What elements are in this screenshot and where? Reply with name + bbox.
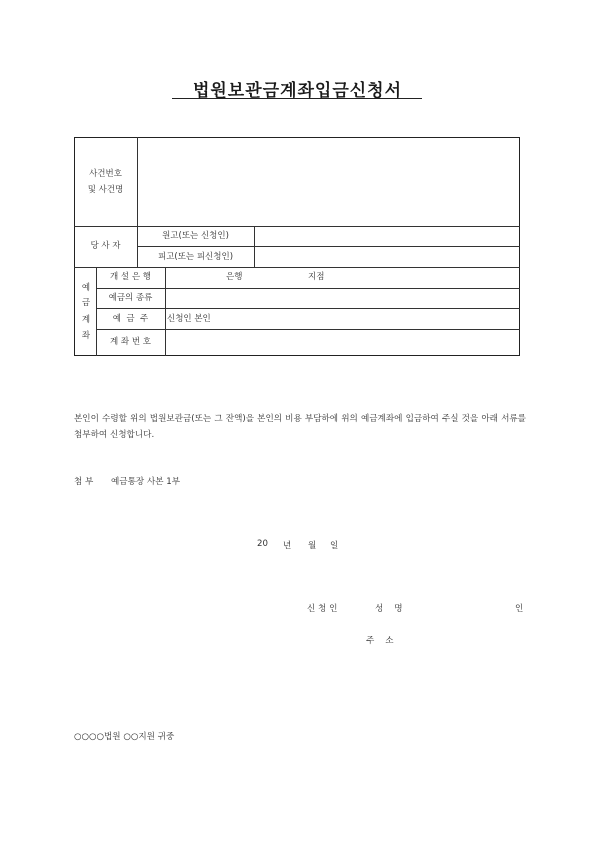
party-label: 당 사 자: [90, 241, 121, 251]
row-divider: [96, 288, 520, 289]
attachment-label: 첨 부: [74, 477, 94, 487]
col-divider: [137, 137, 138, 267]
col-divider: [165, 267, 166, 356]
account-group-char: 금: [81, 298, 91, 308]
addressee: ○○○○법원 ○○지원 귀중: [74, 732, 175, 742]
date-month-unit: 월: [308, 541, 317, 551]
col-divider: [254, 226, 255, 267]
account-number-label: 계 좌 번 호: [110, 337, 151, 347]
account-group-char: 계: [81, 315, 91, 325]
seal-mark: 인: [515, 604, 524, 614]
bank-unit: 은행: [226, 272, 243, 282]
date-day-unit: 일: [330, 541, 339, 551]
applicant-name-label: 성 명: [375, 604, 403, 614]
date-year: 20: [257, 539, 268, 549]
defendant-label: 피고(또는 피신청인): [157, 252, 234, 262]
deposit-type-label: 예금의 종류: [108, 293, 153, 303]
document-title: 법원보관금계좌입금신청서: [192, 81, 403, 101]
case-name-label: 및 사건명: [87, 185, 124, 195]
plaintiff-label: 원고(또는 신청인): [162, 231, 229, 241]
applicant-address-label: 주 소: [366, 636, 394, 646]
row-divider: [96, 329, 520, 330]
account-group-char: 좌: [81, 331, 91, 341]
row-divider: [74, 267, 520, 268]
date-year-unit: 년: [283, 541, 292, 551]
account-group-char: 예: [81, 283, 91, 293]
branch-unit: 지점: [308, 272, 325, 282]
applicant-label: 신 청 인: [307, 604, 338, 614]
row-divider: [74, 226, 520, 227]
application-statement: 본인이 수령할 위의 법원보관금(또는 그 잔액)을 본인의 비용 부담하에 위의 예금계좌에 입금하여 주실 것을 아래 서류를 첨부하여 신청합니다.: [74, 414, 526, 440]
holder-value: 신청인 본인: [167, 314, 211, 324]
case-number-label: 사건번호: [89, 169, 122, 179]
title-underline: [172, 98, 422, 99]
bank-label: 개 설 은 행: [110, 272, 151, 282]
row-divider: [137, 246, 520, 247]
holder-label: 예 금 주: [112, 314, 149, 324]
row-divider: [96, 308, 520, 309]
attachment-value: 예금통장 사본 1부: [111, 477, 181, 487]
